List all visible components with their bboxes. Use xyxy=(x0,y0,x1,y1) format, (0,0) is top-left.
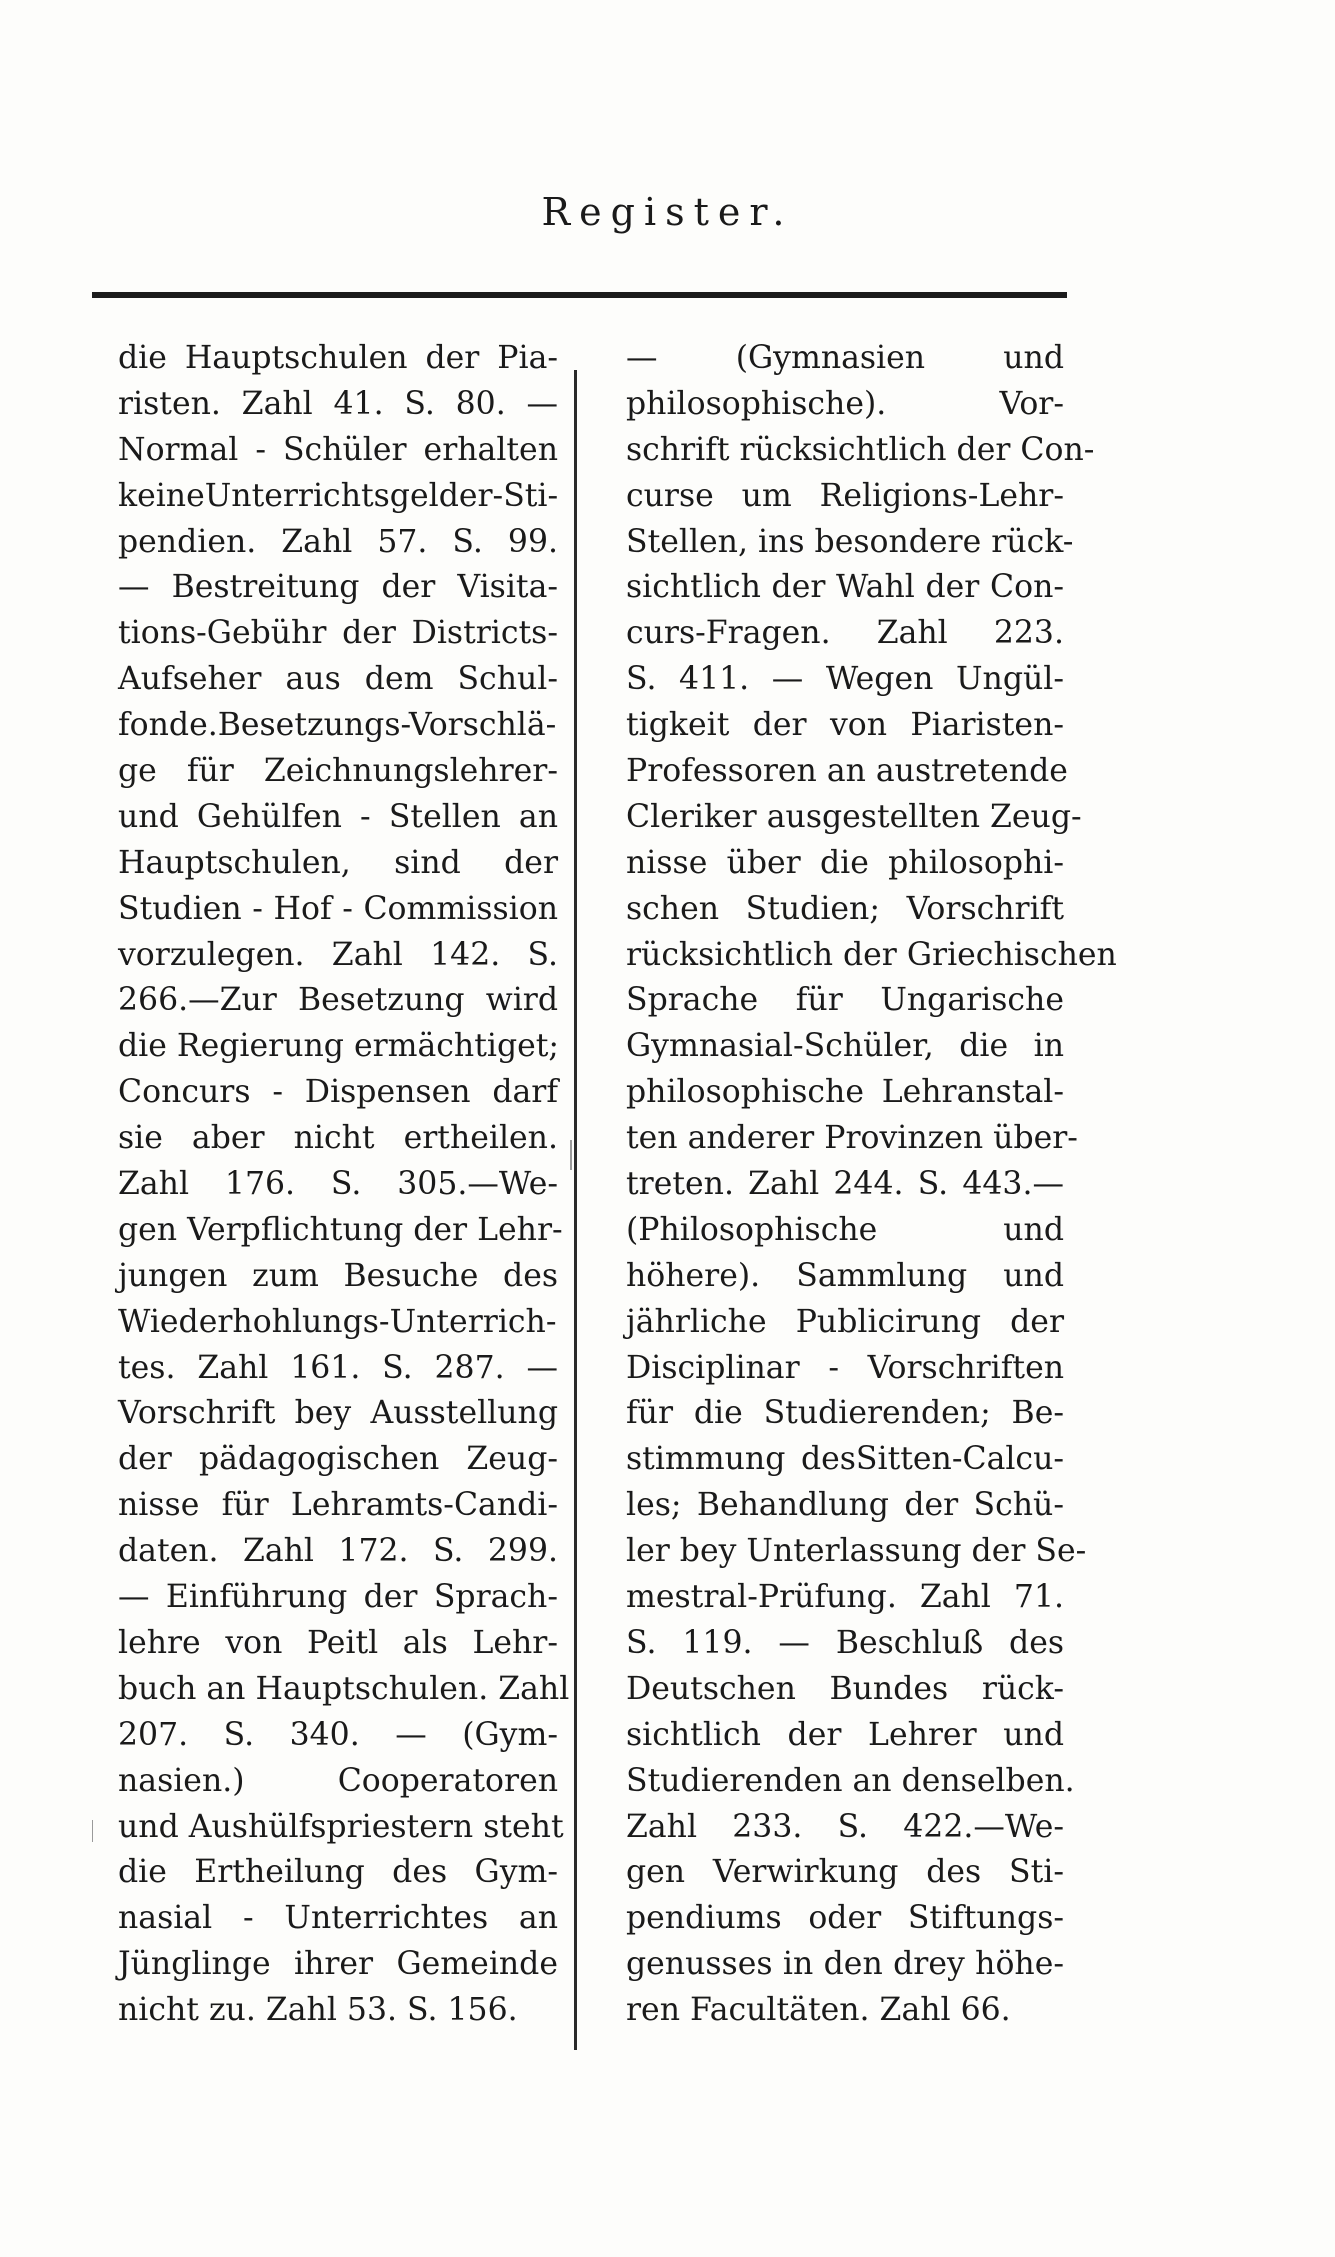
text-line: die Ertheilung des Gym- xyxy=(118,1854,558,1891)
text-line: sichtlich der Wahl der Con- xyxy=(626,569,1064,606)
text-line: Professoren an austretende xyxy=(626,753,1068,790)
text-line: les; Behandlung der Schü- xyxy=(626,1487,1064,1524)
text-line: Stellen, ins besondere rück- xyxy=(626,523,1074,560)
text-line: nisse über die philosophi- xyxy=(626,844,1064,881)
text-line: sie aber nicht ertheilen. xyxy=(118,1120,558,1157)
text-line: pendiums oder Stiftungs- xyxy=(626,1900,1064,1937)
text-line: Zahl 176. S. 305.—We- xyxy=(118,1166,558,1203)
text-line: Zahl 233. S. 422.—We- xyxy=(626,1808,1064,1845)
text-line: buch an Hauptschulen. Zahl xyxy=(118,1670,570,1707)
text-line: daten. Zahl 172. S. 299. xyxy=(118,1533,558,1570)
text-line: Sprache für Ungarische xyxy=(626,982,1064,1019)
text-line: die Regierung ermächtiget; xyxy=(118,1028,560,1065)
text-line: mestral-Prüfung. Zahl 71. xyxy=(626,1579,1064,1616)
text-line: Studierenden an denselben. xyxy=(626,1762,1075,1799)
text-line: ten anderer Provinzen über- xyxy=(626,1120,1078,1157)
text-line: die Hauptschulen der Pia- xyxy=(118,340,558,376)
text-line: (Philosophische und xyxy=(626,1211,1064,1248)
text-line: S. 411. — Wegen Ungül- xyxy=(626,661,1064,698)
text-line: nisse für Lehramts-Candi- xyxy=(118,1487,558,1524)
text-line: ler bey Unterlassung der Se- xyxy=(626,1533,1087,1570)
scan-speck xyxy=(92,1820,93,1842)
text-line: curs-Fragen. Zahl 223. xyxy=(626,615,1064,652)
text-line: rücksichtlich der Griechischen xyxy=(626,936,1117,973)
text-line: Disciplinar - Vorschriften xyxy=(626,1349,1064,1386)
text-line: höhere). Sammlung und xyxy=(626,1257,1064,1294)
scan-speck xyxy=(570,1140,572,1170)
text-line: Vorschrift bey Ausstellung xyxy=(118,1395,558,1432)
text-line: und Aushülfspriestern steht xyxy=(118,1808,564,1845)
column-divider xyxy=(574,370,577,2050)
text-line: philosophische Lehranstal- xyxy=(626,1074,1064,1111)
text-line: fonde.Besetzungs-Vorschlä- xyxy=(118,707,557,744)
text-line: Wiederhohlungs-Unterrich- xyxy=(118,1303,557,1340)
text-line: risten. Zahl 41. S. 80. — xyxy=(118,385,558,422)
text-line: genusses in den drey höhe- xyxy=(626,1946,1064,1983)
text-line: nasial - Unterrichtes an xyxy=(118,1900,558,1937)
text-line: Aufseher aus dem Schul- xyxy=(118,661,558,698)
text-line: treten. Zahl 244. S. 443.— xyxy=(626,1166,1064,1203)
text-line: ge für Zeichnungslehrer- xyxy=(118,753,558,790)
text-line: Normal - Schüler erhalten xyxy=(118,431,558,468)
page-header-title: Register. xyxy=(541,190,794,234)
text-line: stimmung desSitten-Calcu- xyxy=(626,1441,1064,1478)
text-line: tes. Zahl 161. S. 287. — xyxy=(118,1349,558,1386)
text-line: nasien.) Cooperatoren xyxy=(118,1762,558,1799)
text-line: ren Facultäten. Zahl 66. xyxy=(626,1992,1011,2029)
text-line: gen Verpflichtung der Lehr- xyxy=(118,1211,563,1248)
text-line: vorzulegen. Zahl 142. S. xyxy=(118,936,558,973)
text-line: Deutschen Bundes rück- xyxy=(626,1670,1064,1707)
text-line: Hauptschulen, sind der xyxy=(118,844,558,881)
text-line: tigkeit der von Piaristen- xyxy=(626,707,1064,744)
text-line: Jünglinge ihrer Gemeinde xyxy=(118,1946,558,1983)
text-line: Gymnasial-Schüler, die in xyxy=(626,1028,1064,1065)
text-line: gen Verwirkung des Sti- xyxy=(626,1854,1064,1891)
text-line: 266.—Zur Besetzung wird xyxy=(118,982,558,1019)
text-line: S. 119. — Beschluß des xyxy=(626,1624,1064,1661)
header-rule xyxy=(92,292,1067,298)
text-line: lehre von Peitl als Lehr- xyxy=(118,1624,558,1661)
text-line: pendien. Zahl 57. S. 99. xyxy=(118,523,558,560)
text-line: keineUnterrichtsgelder-Sti- xyxy=(118,477,559,514)
text-line: jungen zum Besuche des xyxy=(118,1257,558,1294)
text-line: — Einführung der Sprach- xyxy=(118,1579,558,1616)
text-line: jährliche Publicirung der xyxy=(626,1303,1064,1340)
right-column xyxy=(626,336,1117,2034)
text-line: für die Studierenden; Be- xyxy=(626,1395,1064,1432)
text-line: curse um Religions-Lehr- xyxy=(626,477,1064,514)
text-line: sichtlich der Lehrer und xyxy=(626,1716,1064,1753)
text-line: Studien - Hof - Commission xyxy=(118,890,558,927)
text-line: philosophische). Vor- xyxy=(626,385,1064,422)
text-line: Concurs - Dispensen darf xyxy=(118,1074,558,1111)
text-line: nicht zu. Zahl 53. S. 156. xyxy=(118,1992,518,2029)
text-line: Cleriker ausgestellten Zeug- xyxy=(626,798,1082,835)
text-line: schen Studien; Vorschrift xyxy=(626,890,1064,927)
text-line: 207. S. 340. — (Gym- xyxy=(118,1716,558,1753)
text-line: und Gehülfen - Stellen an xyxy=(118,798,558,835)
left-column xyxy=(118,336,570,2034)
text-line: tions-Gebühr der Districts- xyxy=(118,615,558,652)
text-line: — Bestreitung der Visita- xyxy=(118,569,558,606)
text-line: — (Gymnasien und xyxy=(626,340,1064,376)
text-line: schrift rücksichtlich der Con- xyxy=(626,431,1095,468)
text-line: der pädagogischen Zeug- xyxy=(118,1441,558,1478)
